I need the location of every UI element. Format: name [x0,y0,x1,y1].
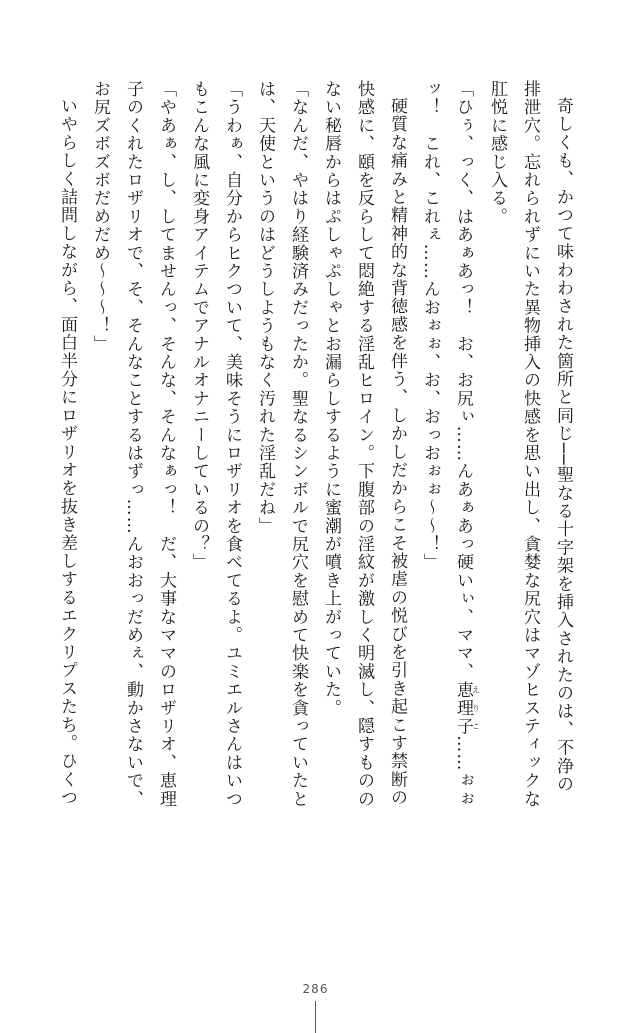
text-line [347,80,380,938]
novel-text-block [51,80,579,938]
ruby-annotation [453,680,481,736]
page-number: 286 [302,982,329,996]
text-line [513,80,546,938]
text-line-segment: 子のくれたロザリオで、そ、そんなことするはずっ……んおおっだめぇ、動かさないで、 [123,80,143,808]
page-number-rule [315,1001,316,1033]
text-line [215,80,248,938]
text-line-segment: ……ぉぉ [453,735,473,809]
text-line-segment: 「なんだ、やはり経験済みだったか。聖なるシンボルで尻穴を慰めて快楽を貪っていたと [288,80,308,808]
text-line-segment: お尻ズボズボだめだめ〜〜〜！」 [90,80,110,353]
text-line-segment: 硬質な痛みと精神的な背徳感を伴う、しかしだからこそ被虐の悦びを引き起こす禁断の [387,97,407,807]
ruby-reading: えりこ [471,680,481,736]
ruby-base: 恵理子 [453,680,473,736]
text-line [248,80,281,938]
text-line-segment: いやらしく詰問しながら、面白半分にロザリオを抜き差しするエクリプスたち。ひくつ [57,97,77,807]
text-line-segment: ない秘唇からはぷしゃぷしゃとお漏らしするように蜜潮が噴き上がっていた。 [321,80,341,717]
text-line [149,80,182,938]
text-line [546,80,579,938]
text-line-segment: 肛悦に感じ入る。 [487,80,507,226]
text-line-segment: は、天使というのはどうしようもなく汚れた淫乱だね」 [255,80,275,535]
text-line [83,80,116,938]
text-line-segment: 「ひぅ、っく、はあぁあっ！ お、お尻ぃ……んあぁあっ硬いぃ、ママ、 [453,80,473,681]
text-line [182,80,215,938]
text-line [314,80,347,938]
text-line [51,80,83,938]
text-line [480,80,513,938]
text-line [413,80,446,938]
text-line-segment: もこんな風に変身アイテムでアナルオナニーしているの？」 [189,80,209,572]
text-line-segment: 「やあぁ、し、してませんっ、そんな、そんなぁっ！ だ、大事なママのロザリオ、恵理 [156,80,176,808]
text-line [281,80,314,938]
text-line [116,80,149,938]
text-line-segment: 奇しくも、かつて味わわされた箇所と同じ──聖なる十字架を挿入されたのは、不浄の [553,97,573,794]
text-line-segment: 「うわぁ、自分からヒクついて、美味そうにロザリオを食べてるよ。ユミエルさんはいつ [222,80,242,808]
text-line [380,80,413,938]
text-line-segment: 快感に、頤を反らして悶絶する淫乱ヒロイン。下腹部の淫紋が激しく明滅し、隠すものの [354,80,374,808]
text-line-segment: 排泄穴。忘れられずにいた異物挿入の快感を思い出し、貪婪な尻穴はマゾヒスティックな [520,80,540,808]
text-line-segment: ッ！ これ、これぇ……んおぉぉ、お、おっおぉぉ〜〜！」 [420,80,440,572]
text-line [446,80,480,938]
